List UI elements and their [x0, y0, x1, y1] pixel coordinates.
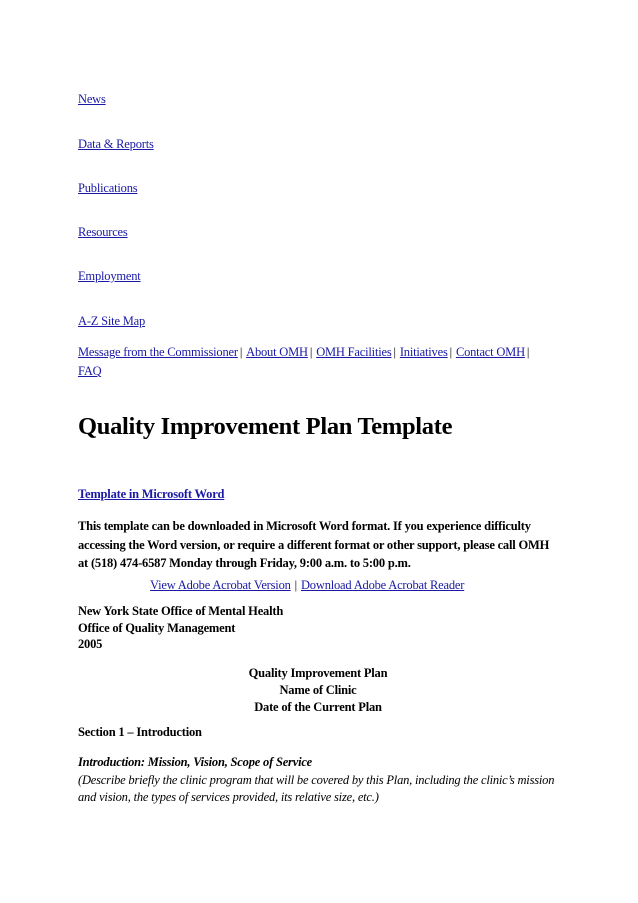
link-faq[interactable]: FAQ: [78, 364, 102, 378]
org-name: New York State Office of Mental Health: [78, 604, 284, 618]
section-heading: Section 1 – Introduction: [78, 725, 202, 739]
link-separator: |: [526, 345, 530, 359]
link-message-commissioner[interactable]: Message from the Commissioner: [78, 345, 238, 359]
link-contact-omh[interactable]: Contact OMH: [455, 345, 525, 359]
section-description: (Describe briefly the clinic program that will be covered by this Plan, including the clinic’s mission and vision, the types of services provided, its relative size, etc.): [78, 773, 555, 804]
intro-paragraph: This template can be downloaded in Microsoft Word format. If you experience difficulty accessing the Word version, or require a different format or other support, please call OMH at (518) 474-6587 Monday through Friday, 9:00 a.m. to 5:00 p.m.: [78, 519, 550, 570]
plan-header: [78, 665, 558, 716]
nav-link-site-map[interactable]: A-Z Site Map: [78, 314, 146, 328]
link-separator: |: [309, 345, 313, 359]
word-template-link[interactable]: Template in Microsoft Word: [78, 487, 225, 501]
page-title: Quality Improvement Plan Template: [78, 413, 453, 440]
org-year: 2005: [78, 637, 103, 651]
organization-block: [78, 603, 283, 653]
org-office: Office of Quality Management: [78, 620, 236, 635]
link-about-omh[interactable]: About OMH: [246, 345, 308, 359]
link-initiatives[interactable]: Initiatives: [399, 345, 448, 359]
link-separator: |: [449, 345, 452, 359]
link-omh-facilities[interactable]: OMH Facilities: [316, 345, 392, 359]
acrobat-links: [150, 578, 464, 593]
nav-link-publications[interactable]: Publications: [78, 181, 138, 195]
plan-title: Quality Improvement Plan: [248, 666, 388, 680]
nav-link-resources[interactable]: Resources: [78, 225, 128, 239]
link-separator: |: [393, 345, 396, 359]
section-subheading: Introduction: Mission, Vision, Scope of Service: [78, 755, 313, 769]
clinic-name: Name of Clinic: [279, 683, 357, 697]
nav-link-news[interactable]: News: [78, 92, 106, 106]
nav-link-data-reports[interactable]: Data & Reports: [78, 137, 154, 151]
nav-link-employment[interactable]: Employment: [78, 269, 141, 283]
link-separator: |: [294, 578, 297, 592]
view-acrobat-link[interactable]: View Adobe Acrobat Version: [150, 578, 291, 592]
download-acrobat-link[interactable]: Download Adobe Acrobat Reader: [300, 578, 465, 592]
utility-links: [78, 343, 578, 381]
link-separator: |: [239, 345, 243, 359]
plan-date: Date of the Current Plan: [254, 700, 382, 714]
